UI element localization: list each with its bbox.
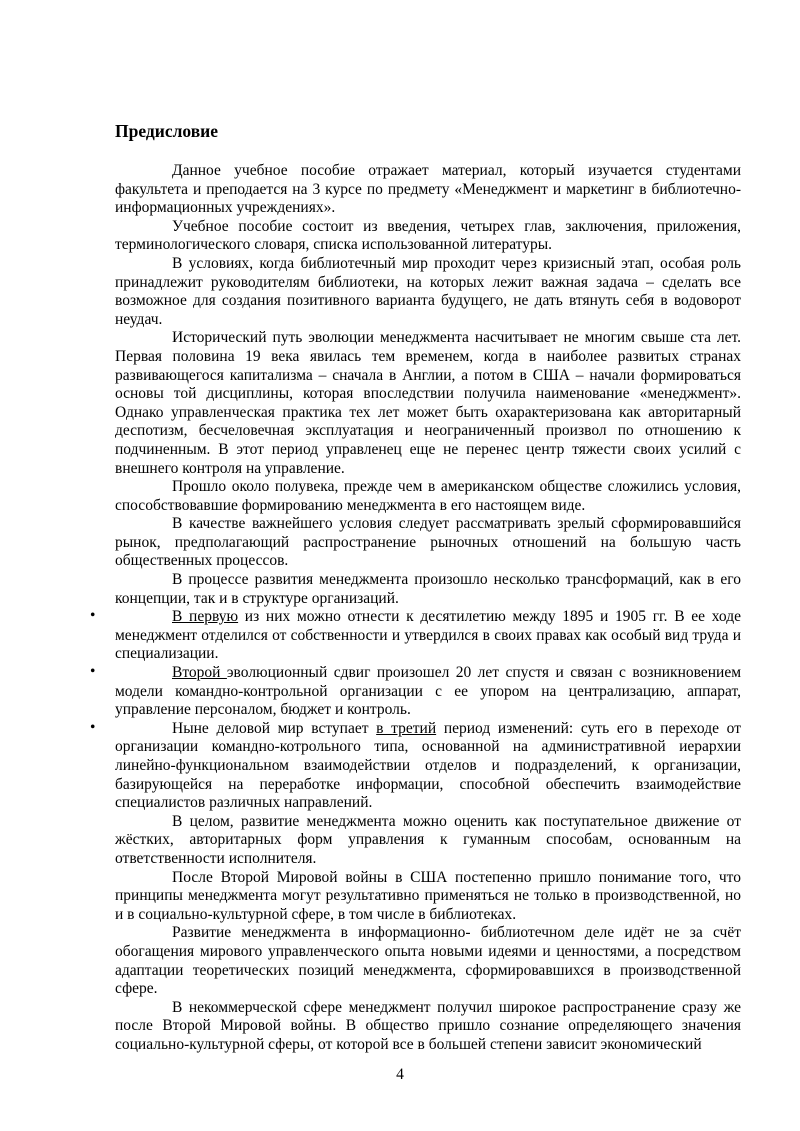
bullet-item-second: [90, 663, 742, 720]
page-content: [90, 119, 742, 1055]
paragraph: Развитие менеджмента в информационно- библиотечном деле идёт не за счёт обогащения мирового управленческого опыта новыми идеями и ценностями, а посредством адаптации теоретических позиций менеджмента, сформировавшихся в производственной сфере.: [115, 924, 741, 998]
paragraph: В условиях, когда библиотечный мир проходит через кризисный этап, особая роль принадлежит руководителям библиотеки, на которых лежит важная задача – сделать все возможное для создания позитивного варианта будущего, не дать втянуть себя в водоворот неудач.: [115, 254, 741, 328]
bullet-text: из них можно отнести к десятилетию между 1895 и 1905 гг. В ее ходе менеджмент отделился от собственности и утвердился в своих правах как особый вид труда и специализации.: [115, 608, 741, 663]
bullet-item-first: [90, 607, 741, 664]
page-title: Предисловие: [115, 121, 219, 141]
bullet-text: период изменений: суть его в переходе от организации командно-котрольного типа, основанной на административной иерархии линейно-функциональном взаимодействии отделов и подразделений, к организации, базирующейся на переработке информации, способной обеспечить взаимодействие специалистов различных направлений.: [115, 719, 741, 812]
paragraph: В качестве важнейшего условия следует рассматривать зрелый сформировавшийся рынок, предполагающий распространение рыночных отношений на большую часть общественных процессов.: [115, 515, 741, 570]
bullet-icon: •: [90, 718, 96, 736]
bullet-icon: •: [90, 663, 96, 681]
paragraph: Исторический путь эволюции менеджмента насчитывает не многим свыше ста лет. Первая половина 19 века явилась тем временем, когда в наиболее развитых странах развивающегося капитализма – сначала в Англии, а потом в США – начали формироваться основы той дисциплины, которая впоследствии получила наименование «менеджмент». Однако управленческая практика тех лет может быть охарактеризована как авторитарный деспотизм, бесчеловечная эксплуатация и неограниченный произвол по отношению к подчиненным. В этот период управленец еще не перенес центр тяжести своих усилий с внешнего контроля на управление.: [115, 329, 741, 477]
paragraph: Прошло около полувека, прежде чем в американском обществе сложились условия, способствовавшие формированию менеджмента в его настоящем виде.: [115, 478, 741, 514]
paragraph: В процессе развития менеджмента произошло несколько трансформаций, как в его концепции, так и в структуре организаций.: [115, 571, 741, 607]
page-number: 4: [396, 1066, 404, 1083]
bullet-text: эволюционный сдвиг произошел 20 лет спустя и связан с возникновением модели командно-контрольной организации с ее упором на централизацию, аппарат, управление персоналом, бюджет и контроль.: [115, 664, 742, 719]
underlined-phrase: Второй: [172, 664, 227, 682]
paragraph: В некоммерческой сфере менеджмент получил широкое распространение сразу же после Второй Мировой войны. В общество пришло сознание определяющего значения социально-культурной сферы, от которой все в большей степени зависит экономический: [115, 998, 741, 1053]
paragraph: Учебное пособие состоит из введения, четырех глав, заключения, приложения, терминологического словаря, списка использованной литературы.: [115, 217, 741, 254]
underlined-phrase: В первую: [172, 608, 239, 626]
bullet-lead: Ныне деловой мир вступает: [172, 719, 377, 737]
underlined-phrase: в третий: [376, 719, 437, 737]
paragraph: Данное учебное пособие отражает материал, который изучается студентами факультета и преподается на 3 курсе по предмету «Менеджмент и маркетинг в библиотечно-информационных учреждениях».: [115, 162, 741, 217]
bullet-item-third: [90, 718, 741, 813]
bullet-icon: •: [90, 607, 96, 625]
paragraph: В целом, развитие менеджмента можно оценить как поступательное движение от жёстких, авторитарных форм управления к гуманным способам, основанным на ответственности исполнителя.: [115, 812, 741, 867]
paragraph: После Второй Мировой войны в США постепенно пришло понимание того, что принципы менеджмента могут результативно применяться не только в производственной, но и в социально-культурной сфере, в том числе в библиотеках.: [115, 868, 741, 923]
